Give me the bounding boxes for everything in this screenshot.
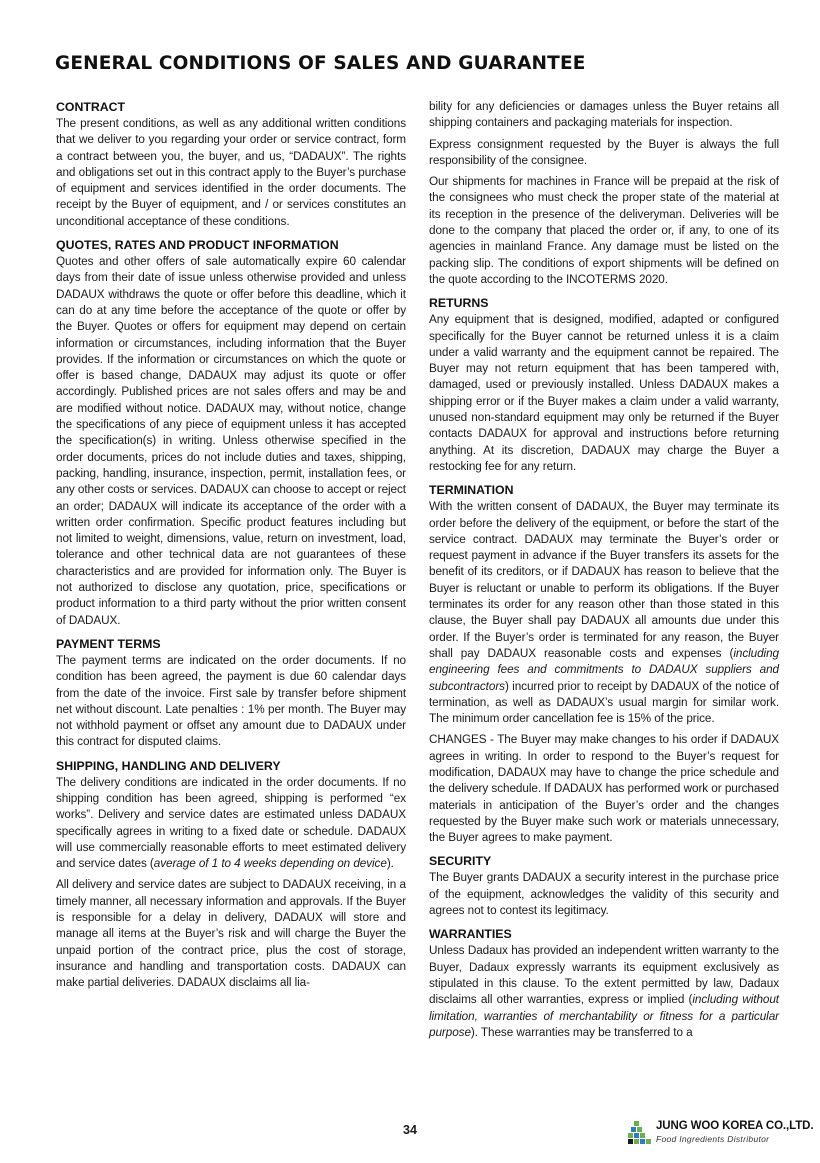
shipping-heading: SHIPPING, HANDLING AND DELIVERY (56, 758, 281, 773)
returns-heading: RETURNS (429, 296, 489, 311)
logo-square-8 (634, 1139, 639, 1144)
brand-name: JUNG WOO KOREA CO.,LTD. (656, 1120, 814, 1132)
page-title: GENERAL CONDITIONS OF SALES AND GUARANTEE (55, 53, 586, 74)
termination-text-1a: With the written consent of DADAUX, the Buyer may terminate its order before the delivery of the equipment, or before the start of the service contract. DADAUX may terminate the Buyer’s order or request payment in advance if the Buyer transfers its assets for the benefit of its creditors, or if DADAUX has reason to believe that the Buyer is reluctant or unable to perform its obligations. If the Buyer terminates its order for any reason other than those stated in this clause, the Buyer shall pay DADAUX all amounts due under this order. If the Buyer’s order is terminated for any reason, the Buyer shall pay DADAUX reasonable costs and expenses ( (429, 500, 779, 660)
logo-square-6 (634, 1121, 639, 1126)
quotes-heading: QUOTES, RATES AND PRODUCT INFORMATION (56, 238, 339, 253)
payment-heading: PAYMENT TERMS (56, 636, 161, 651)
shipping-cont-text-2: Express consignment requested by the Buyer is always the full responsibility of the consignee. (429, 137, 779, 167)
shipping-cont-text-3: Our shipments for machines in France will be prepaid at the risk of the consignees who must check the proper state of the material at its reception in the presence of the deliveryman. Deliveries will be done to the company that placed the order or, if any, to one of its agencies in mainland France. Any damage must be listed on the packing slip. The conditions of export shipments will be defined on the quote according to the INCOTERMS 2020. (429, 175, 779, 286)
brand-logo-icon (626, 1119, 652, 1145)
logo-square-5 (637, 1127, 642, 1132)
warranties-text-b: including without limitation, warranties of merchantability or fitness for a particular purpose (429, 993, 779, 1039)
logo-square-2 (634, 1133, 639, 1138)
page-number: 34 (403, 1123, 417, 1137)
logo-square-3 (640, 1133, 645, 1138)
termination-text-1b: including engineering fees and commitments to DADAUX suppliers and subcontractors (429, 646, 779, 693)
shipping-cont-text-1: bility for any deficiencies or damages unless the Buyer retains all shipping containers and packaging materials for inspection. (429, 100, 779, 130)
security-text: The Buyer grants DADAUX a security interest in the purchase price of the equipment, acknowledges the validity of this security and agrees not to contest its legitimacy. (429, 871, 779, 918)
brand-footer (626, 1119, 816, 1149)
termination-heading: TERMINATION (429, 483, 514, 498)
right-column (429, 96, 779, 1046)
termination-text-1 (429, 499, 779, 727)
shipping-text-1c: ). (386, 857, 394, 871)
warranties-text-a: Unless Dadaux has provided an independent written warranty to the Buyer, Dadaux expressly warrants its equipment exclusively as stipulated in this clause. To the extent permitted by law, Dadaux disclaims all other warranties, express or implied ( (429, 944, 779, 1007)
logo-square-7 (628, 1139, 633, 1144)
changes-text: CHANGES - The Buyer may make changes to his order if DADAUX agrees in writing. In order to respond to the Buyer’s request for modification, DADAUX may have to change the price schedule and the delivery schedule. If DADAUX has performed work or purchased materials in anticipation of the Buyer’s order and the changes requested by the Buyer make such work or materials unnecessary, the Buyer agrees to make payment. (429, 733, 779, 845)
warranties-heading: WARRANTIES (429, 927, 512, 942)
shipping-text-1a: The delivery conditions are indicated in the order documents. If no shipping condition has been agreed, shipping is performed “ex works”. Delivery and service dates are estimated unless DADAUX specifically agrees in writing to a fixed date or schedule. DADAUX will use commercially reasonable efforts to meet estimated delivery and service dates ( (56, 775, 406, 871)
logo-square-10 (646, 1139, 651, 1144)
contract-heading: CONTRACT (56, 100, 125, 114)
warranties-text-c: ). These warranties may be transferred to a (470, 1025, 693, 1039)
payment-text: The payment terms are indicated on the order documents. If no condition has been agreed, the payment is due 60 calendar days from the date of the invoice. First sale by transfer before shipment net without discount. Late penalties : 1% per month. The Buyer may not withhold payment or offset any amount due to DADAUX under this contract for disputed claims. (56, 653, 406, 749)
security-heading: SECURITY (429, 854, 492, 869)
shipping-text-1b: average of 1 to 4 weeks depending on device (153, 857, 387, 871)
shipping-text-2: All delivery and service dates are subject to DADAUX receiving, in a timely manner, all necessary information and approvals. If the Buyer is responsible for a delay in delivery, DADAUX will store and manage all items at the Buyer’s risk and will charge the Buyer the unpaid portion of the contract price, plus the cost of storage, insurance and handling and transportation costs. DADAUX can make partial deliveries. DADAUX disclaims all lia- (56, 878, 406, 990)
quotes-text: Quotes and other offers of sale automatically expire 60 calendar days from their date of issue unless otherwise provided and unless DADAUX withdraws the quote or offer before this deadline, which it can do at any time before the acceptance of the quote or offer by the Buyer. Quotes or offers for equipment may depend on certain information or circumstances, including information that the Buyer provides. If the information or circumstances on which the quote or offer is based change, DADAUX may adjust its quote or offer accordingly. Published prices are not sales offers and may be and are modified without notice. DADAUX may, without notice, change the specifications of any piece of equipment unless it has accepted the specification(s) in writing. Unless otherwise specified in the order documents, prices do not include duties and taxes, shipping, packing, handling, insurance, inspection, permit, installation fees, or any other costs or services. DADAUX can choose to accept or reject an order; DADAUX will indicate its acceptance of the order with a written order confirmation. Specific product features including but not limited to weight, dimensions, value, return on investment, load, tolerance and other technical data are not guarantees of these characteristics and are provided for information only. The Buyer is not authorized to disclose any quotation, price, specifications or product information to a third party without the prior written consent of DADAUX. (56, 255, 406, 627)
shipping-text-1 (56, 775, 406, 873)
logo-square-1 (628, 1133, 633, 1138)
termination-text-1c: ) incurred prior to receipt by DADAUX of the notice of termination, as well as DADAUX’s usual margin for similar work. The minimum order cancellation fee is 15% of the price. (429, 679, 779, 726)
left-column (56, 96, 406, 997)
logo-square-4 (631, 1127, 636, 1132)
logo-square-9 (640, 1139, 645, 1144)
returns-text: Any equipment that is designed, modified, adapted or configured specifically for the Buyer cannot be returned unless it is a claim under a valid warranty and the equipment cannot be repaired. The Buyer may not return equipment that has been tampered with, damaged, used or previously installed. Unless DADAUX makes a shipping error or if the Buyer makes a claim under a valid warranty, unused non-standard equipment may only be returned if the Buyer contacts DADAUX for approval and instructions before returning anything. At its discretion, DADAUX may charge the Buyer a restocking fee for any return. (429, 313, 779, 473)
contract-text: The present conditions, as well as any additional written conditions that we deliver to you regarding your order or service contract, form a contract between you, the buyer, and us, “DADAUX”. The rights and obligations set out in this contract apply to the Buyer’s purchase of equipment and services identified in the order documents. The receipt by the Buyer of equipment, and / or services constitutes an unconditional acceptance of these conditions. (56, 117, 406, 228)
brand-tagline: Food Ingredients Distributor (656, 1134, 770, 1144)
warranties-text (429, 943, 779, 1041)
